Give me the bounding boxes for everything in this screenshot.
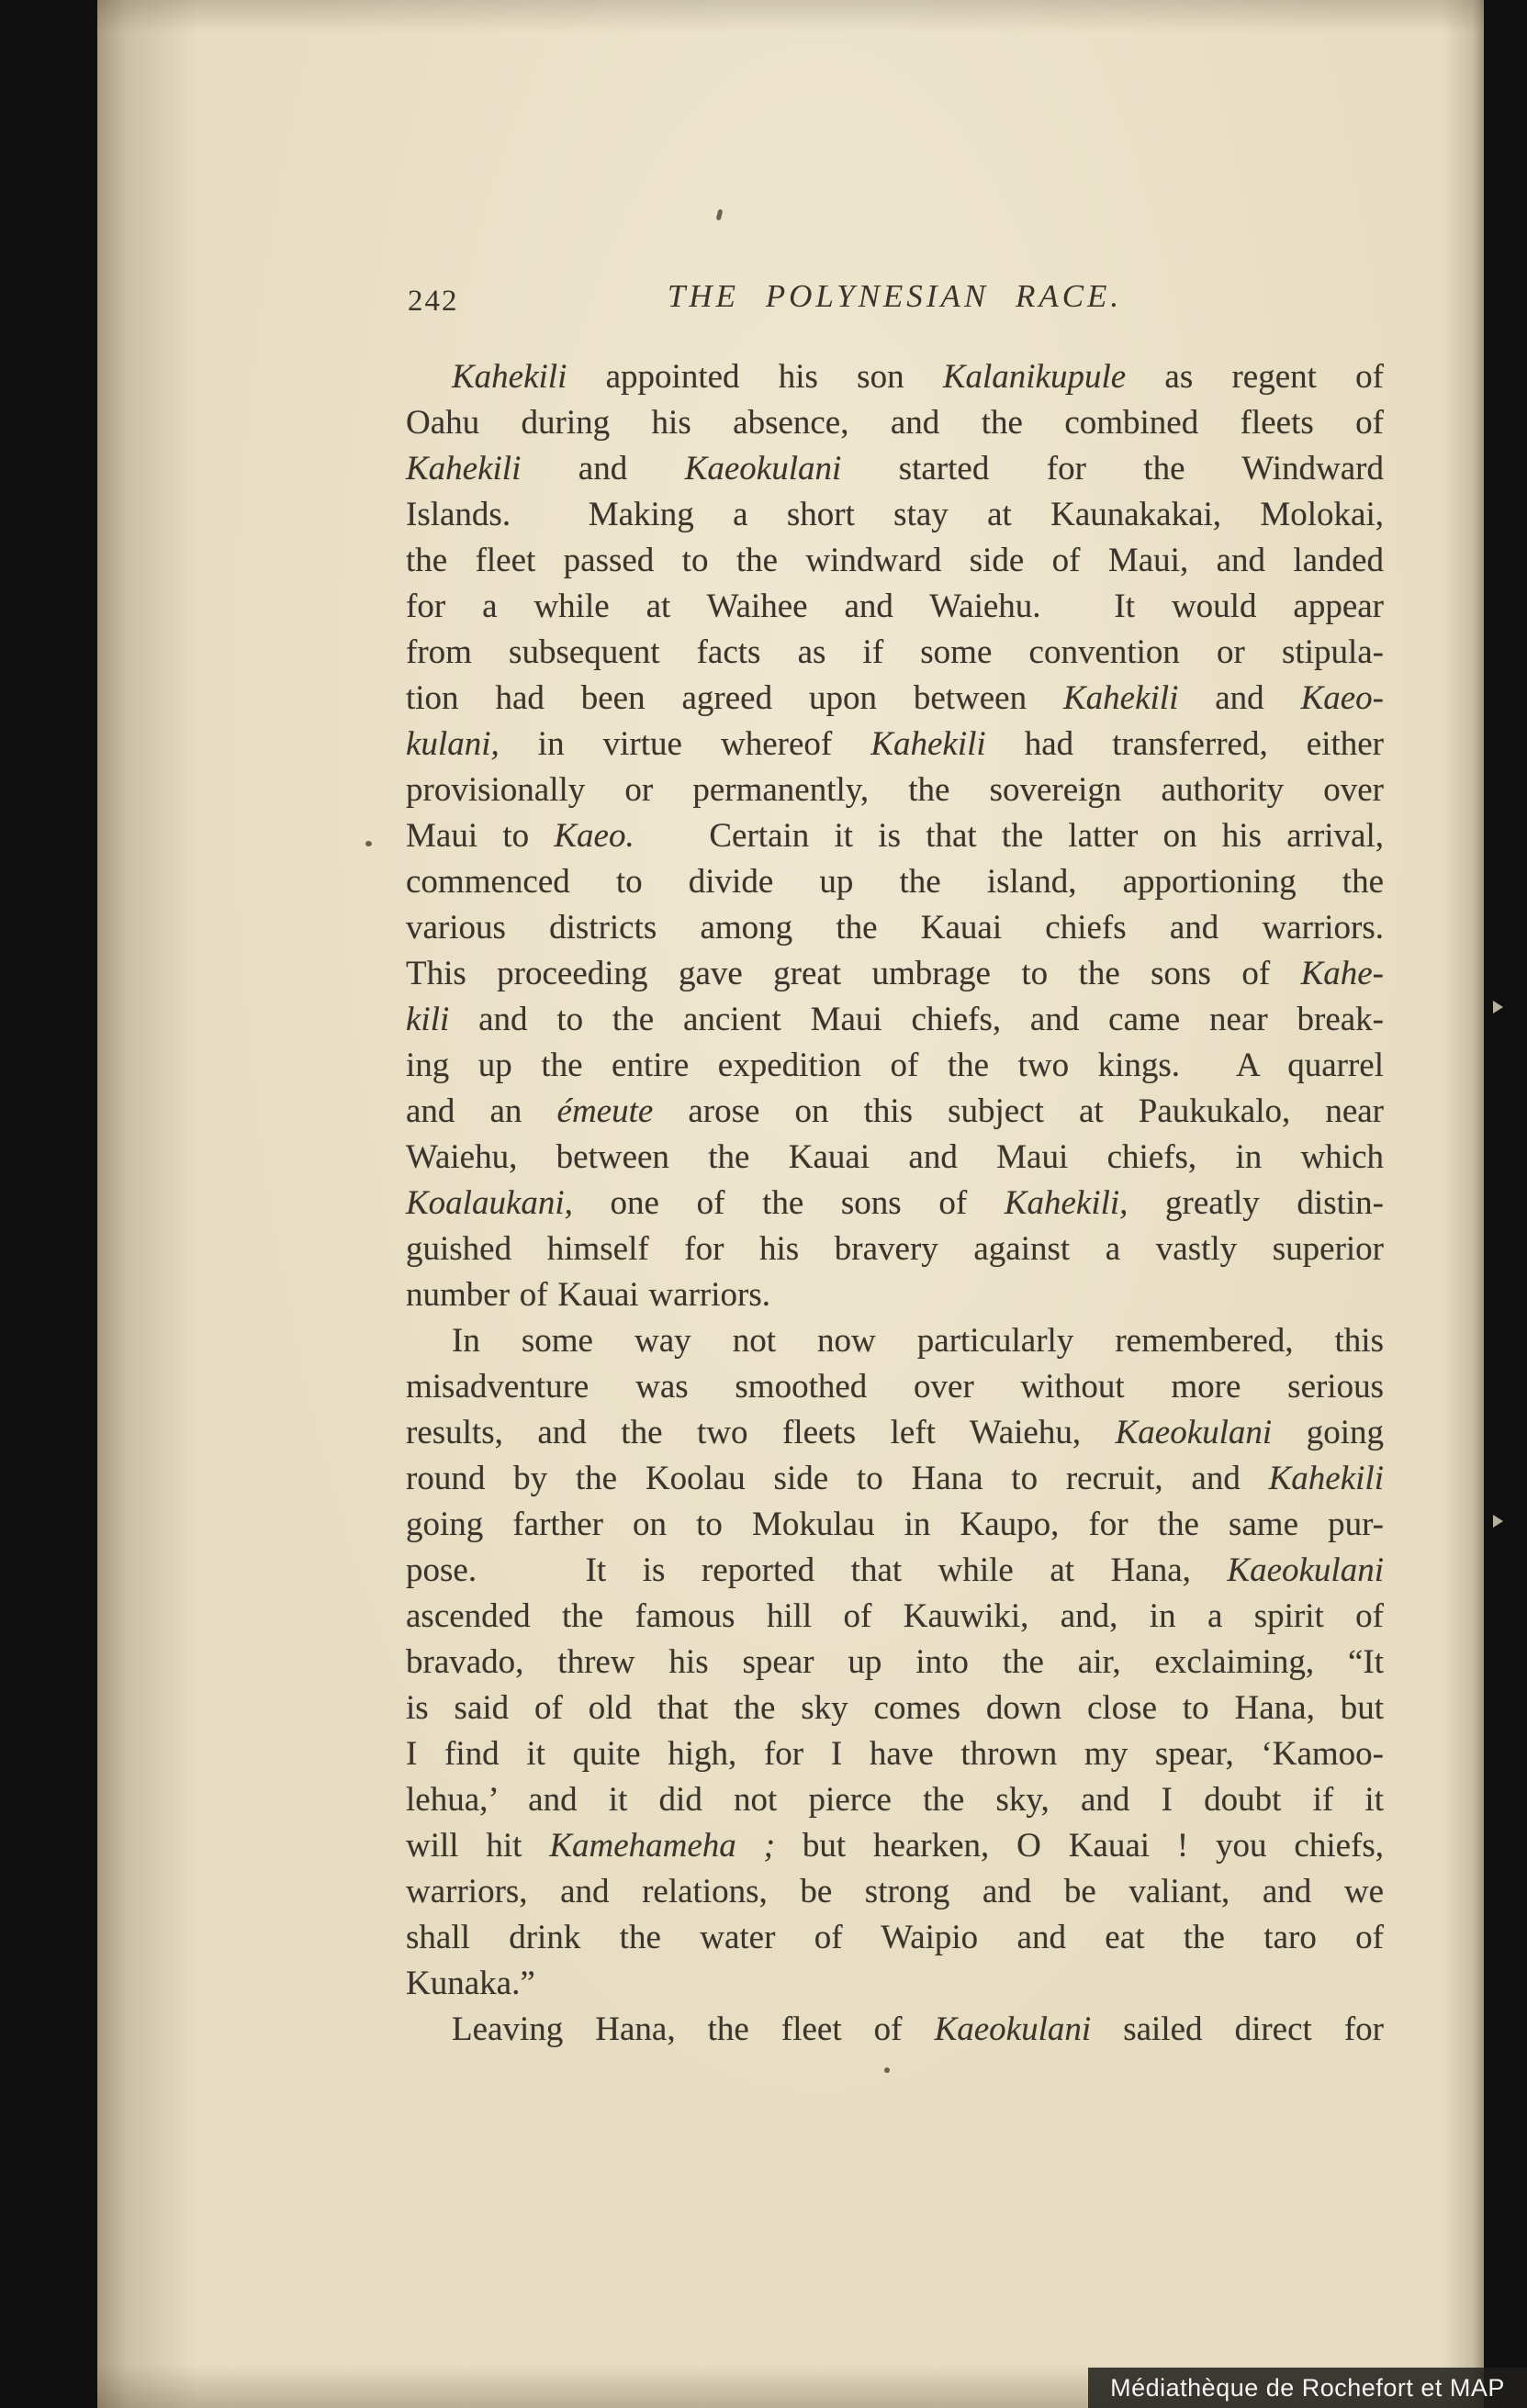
text-line: going farther on to Mokulau in Kaupo, for the same pur- [406,1506,1384,1543]
text-line: warriors, and relations, be strong and be valiant, and we [406,1873,1384,1910]
text-line: bravado, threw his spear up into the air, exclaiming, “It [406,1643,1384,1681]
scan-artifact [1493,1515,1503,1528]
text-line: This proceeding gave great umbrage to the sons of Kahe- [406,955,1384,992]
text-line: round by the Koolau side to Hana to recruit, and Kahekili [406,1460,1384,1497]
paragraph [406,1318,1384,2007]
text-line: Kunaka.” [406,1965,535,2002]
paragraph [406,354,1384,1318]
text-line: the fleet passed to the windward side of Maui, and landed [406,542,1384,579]
text-line: ascended the famous hill of Kauwiki, and, in a spirit of [406,1597,1384,1635]
text-line: provisionally or permanently, the sovereign authority over [406,771,1384,809]
text-line: results, and the two fleets left Waiehu, Kaeokulani going [406,1414,1385,1451]
text-line: shall drink the water of Waipio and eat the taro of [406,1919,1384,1956]
text-line: ing up the entire expedition of the two kings. A quarrel [406,1047,1384,1084]
text-line: kulani, in virtue whereof Kahekili had transferred, either [406,725,1384,763]
running-head: THE POLYNESIAN RACE. [667,278,1123,314]
text-block [406,354,1384,2053]
page-number: 242 [408,285,459,318]
text-line: lehua,’ and it did not pierce the sky, and I doubt if it [406,1781,1384,1819]
watermark-text: Médiathèque de Rochefort et MAP [1110,2373,1505,2402]
text-line: Islands. Making a short stay at Kaunakakai, Molokai, [406,496,1384,533]
text-line: In some way not now particularly remembered, this [452,1322,1384,1360]
text-line: pose. It is reported that while at Hana, Kaeokulani [406,1551,1384,1589]
text-line: for a while at Waihee and Waiehu. It would appear [406,588,1384,625]
text-line: misadventure was smoothed over without more serious [406,1368,1384,1406]
text-line: is said of old that the sky comes down close to Hana, but [406,1689,1384,1727]
text-line: guished himself for his bravery against a vastly superior [406,1230,1384,1268]
text-line: Leaving Hana, the fleet of Kaeokulani sailed direct for [452,2010,1385,2048]
text-line: and an émeute arose on this subject at Paukukalo, near [406,1092,1384,1130]
page-paper [97,0,1484,2408]
page-content [406,0,1384,2408]
text-line: I find it quite high, for I have thrown my spear, ‘Kamoo- [406,1735,1384,1773]
text-line: Waiehu, between the Kauai and Maui chiefs, in which [406,1138,1384,1176]
text-line: various districts among the Kauai chiefs and warriors. [406,909,1384,946]
text-line: kili and to the ancient Maui chiefs, and came near break- [406,1001,1384,1038]
watermark-bar [1088,2368,1527,2408]
text-line: Kahekili appointed his son Kalanikupule as regent of [452,358,1384,396]
text-line: Maui to Kaeo. Certain it is that the latter on his arrival, [406,817,1384,855]
scan-artifact [884,2067,890,2073]
text-line: from subsequent facts as if some convention or stipula- [406,633,1384,671]
scan-artifact [1493,1001,1503,1014]
text-line: commenced to divide up the island, apportioning the [406,863,1384,901]
scan-artifact [365,841,372,846]
text-line: Koalaukani, one of the sons of Kahekili, greatly distin- [406,1184,1384,1222]
text-line: Oahu during his absence, and the combined fleets of [406,404,1384,442]
text-line: tion had been agreed upon between Kahekili and Kaeo- [406,679,1384,717]
text-line: number of Kauai warriors. [406,1276,770,1314]
text-line: Kahekili and Kaeokulani started for the Windward [406,450,1384,487]
text-line: will hit Kamehameha ; but hearken, O Kauai ! you chiefs, [406,1827,1384,1865]
paragraph [406,2007,1384,2053]
